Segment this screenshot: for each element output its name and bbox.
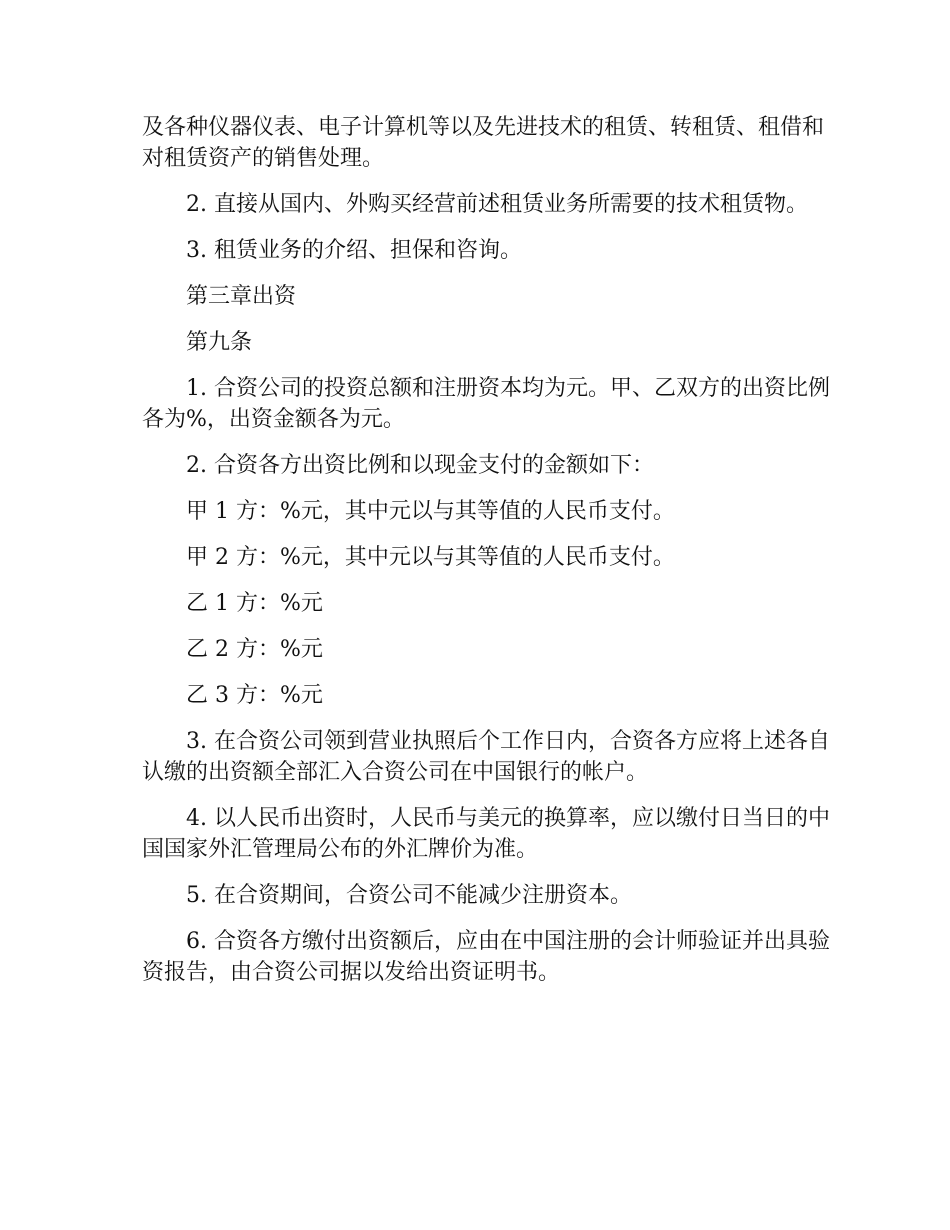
party-jia-1: 甲 1 方：%元，其中元以与其等值的人民币支付。 (186, 499, 675, 524)
paragraph-leasing-scope: 及各种仪器仪表、电子计算机等以及先进技术的租赁、转租赁、租借和对租赁资产的销售处理。 (142, 115, 825, 171)
paragraph-item-3: 3. 租赁业务的介绍、担保和咨询。 (186, 238, 522, 263)
party-jia-2: 甲 2 方：%元，其中元以与其等值的人民币支付。 (186, 545, 675, 570)
paragraph-registered-capital: 5. 在合资期间，合资公司不能减少注册资本。 (186, 883, 632, 908)
party-yi-1: 乙 1 方：%元 (186, 591, 323, 616)
article-title: 第九条 (186, 330, 253, 355)
paragraph-item-2: 2. 直接从国内、外购买经营前述租赁业务所需要的技术租赁物。 (186, 192, 808, 217)
paragraph-investment-total: 1. 合资公司的投资总额和注册资本均为元。甲、乙双方的出资比例各为%，出资金额各为元。 (142, 376, 830, 432)
chapter-title: 第三章出资 (186, 284, 297, 309)
document-page (142, 112, 832, 1003)
paragraph-capital-verification: 6. 合资各方缴付出资额后，应由在中国注册的会计师验证并出具验资报告，由合资公司据以发给出资证明书。 (142, 929, 830, 985)
paragraph-capital-transfer: 3. 在合资公司领到营业执照后个工作日内，合资各方应将上述各自认缴的出资额全部汇入合资公司在中国银行的帐户。 (142, 729, 830, 785)
party-yi-2: 乙 2 方：%元 (186, 637, 323, 662)
paragraph-exchange-rate: 4. 以人民币出资时，人民币与美元的换算率，应以缴付日当日的中国国家外汇管理局公布的外汇牌价为准。 (142, 806, 830, 862)
paragraph-contribution-ratio: 2. 合资各方出资比例和以现金支付的金额如下： (186, 453, 654, 478)
party-yi-3: 乙 3 方：%元 (186, 683, 323, 708)
